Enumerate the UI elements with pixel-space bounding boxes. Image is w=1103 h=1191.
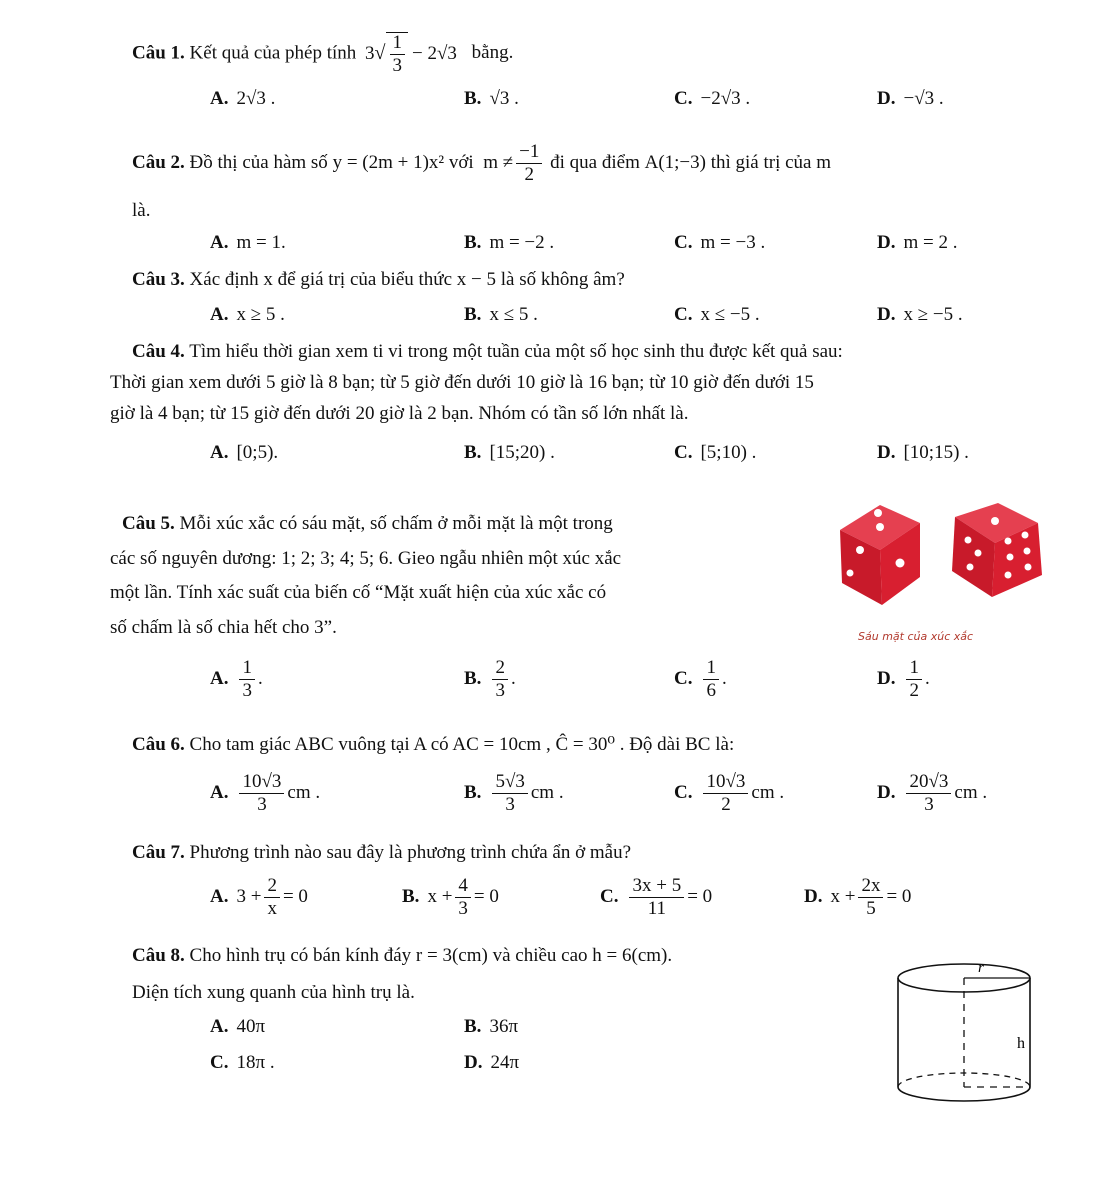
q8-stem: Câu 8. Cho hình trụ có bán kính đáy r = 3(cm) và chiều cao h = 6(cm). [132, 945, 673, 966]
q1-answer-c[interactable]: C. −2√3 . [674, 88, 751, 109]
q1-expression: 3 √ $\frac{1}{3}$ − 2√3 [365, 32, 457, 76]
q4-line2: Thời gian xem dưới 5 giờ là 8 bạn; từ 5 giờ đến dưới 10 giờ là 16 bạn; từ 10 giờ đến dưới 15 [110, 372, 814, 393]
q2-answer-a[interactable]: A. m = 1. [210, 232, 286, 253]
die-1 [840, 505, 920, 605]
q5-line2: các số nguyên dương: 1; 2; 3; 4; 5; 6. Gieo ngẫu nhiên một xúc xắc [110, 548, 622, 569]
q3-answer-a[interactable]: A. x ≥ 5 . [210, 304, 285, 325]
q3-answer-b[interactable]: B. x ≤ 5 . [464, 304, 538, 325]
q6-answer-b[interactable]: B. $\frac{5√3}{3}$ cm . [464, 771, 564, 815]
q8-answer-d[interactable]: D. 24π [464, 1052, 520, 1073]
q2-answer-c[interactable]: C. m = −3 . [674, 232, 766, 253]
q3-label: Câu 3. [132, 269, 185, 290]
q5-answer-b[interactable]: B. $\frac{2}{3}$ . [464, 657, 516, 701]
q6-stem: Câu 6. Cho tam giác ABC vuông tại A có AC = 10cm , Ĉ = 30⁰ . Độ dài BC là: [132, 734, 735, 755]
q4-answer-d[interactable]: D. [10;15) . [877, 442, 969, 463]
q1-answer-b[interactable]: B. √3 . [464, 88, 519, 109]
q4-line3: giờ là 4 bạn; từ 15 giờ đến dưới 20 giờ là 2 bạn. Nhóm có tần số lớn nhất là. [110, 403, 689, 424]
q2-stem: Câu 2. Đồ thị của hàm số y = (2m + 1)x² với m ≠ $\frac{-1}{2}$ đi qua điểm A(1;−3) thì giá trị của m [132, 141, 832, 185]
q7-answer-a[interactable]: A. 3 + $\frac{2}{x}$ = 0 [210, 875, 308, 919]
q6-answer-c[interactable]: C. $\frac{10√3}{2}$ cm . [674, 771, 785, 815]
q7-label: Câu 7. [132, 842, 185, 863]
die-2 [952, 503, 1042, 597]
label-r: r [978, 960, 984, 976]
q2-answer-b[interactable]: B. m = −2 . [464, 232, 555, 253]
q8-line2: Diện tích xung quanh của hình trụ là. [132, 982, 415, 1003]
q4-line1: Câu 4. Tìm hiểu thời gian xem ti vi trong một tuần của một số học sinh thu được kết quả sau: [132, 341, 843, 362]
dice-illustration [820, 475, 1070, 620]
q7-answer-c[interactable]: C. $\frac{3x + 5}{11}$ = 0 [600, 875, 713, 919]
q6-label: Câu 6. [132, 734, 185, 755]
q6-answer-a[interactable]: A. $\frac{10√3}{3}$ cm . [210, 771, 321, 815]
q8-answer-b[interactable]: B. 36π [464, 1016, 519, 1037]
q7-answer-d[interactable]: D. x + $\frac{2x}{5}$ = 0 [804, 875, 912, 919]
q5-answer-a[interactable]: A. $\frac{1}{3}$ . [210, 657, 263, 701]
q5-line1: Câu 5. Mỗi xúc xắc có sáu mặt, số chấm ở mỗi mặt là một trong [122, 513, 613, 534]
q1-answer-a[interactable]: A. 2√3 . [210, 88, 276, 109]
q6-answer-d[interactable]: D. $\frac{20√3}{3}$ cm . [877, 771, 988, 815]
q5-answer-d[interactable]: D. $\frac{1}{2}$ . [877, 657, 930, 701]
dice-caption: Sáu mặt của xúc xắc [858, 630, 974, 643]
label-h: h [1017, 1035, 1025, 1052]
q4-label: Câu 4. [132, 341, 185, 362]
q4-answer-c[interactable]: C. [5;10) . [674, 442, 757, 463]
q5-line4: số chấm là số chia hết cho 3”. [110, 617, 337, 638]
q3-answer-d[interactable]: D. x ≥ −5 . [877, 304, 963, 325]
q5-label: Câu 5. [122, 513, 175, 534]
q1-stem: Câu 1. Kết quả của phép tính 3 √ $\frac{1}{3}$ − 2√3 bằng. [132, 32, 514, 76]
q1-label: Câu 1. [132, 42, 185, 64]
q3-answer-c[interactable]: C. x ≤ −5 . [674, 304, 760, 325]
q5-answer-c[interactable]: C. $\frac{1}{6}$ . [674, 657, 727, 701]
q8-answer-c[interactable]: C. 18π . [210, 1052, 275, 1073]
q8-label: Câu 8. [132, 945, 185, 966]
q7-stem: Câu 7. Phương trình nào sau đây là phương trình chứa ẩn ở mẫu? [132, 842, 632, 863]
q7-answer-b[interactable]: B. x + $\frac{4}{3}$ = 0 [402, 875, 499, 919]
q4-answer-a[interactable]: A. [0;5). [210, 442, 279, 463]
q5-line3: một lần. Tính xác suất của biến cố “Mặt xuất hiện của xúc xắc có [110, 582, 607, 603]
q2-line2: là. [132, 200, 151, 221]
q8-answer-a[interactable]: A. 40π [210, 1016, 266, 1037]
q2-label: Câu 2. [132, 152, 185, 174]
q4-answer-b[interactable]: B. [15;20) . [464, 442, 555, 463]
q1-answer-d[interactable]: D. −√3 . [877, 88, 944, 109]
q3-stem: Câu 3. Xác định x để giá trị của biểu thức x − 5 là số không âm? [132, 269, 625, 290]
cylinder-figure [890, 960, 1050, 1120]
q2-answer-d[interactable]: D. m = 2 . [877, 232, 958, 253]
cylinder-bottom-front [898, 1087, 1030, 1101]
